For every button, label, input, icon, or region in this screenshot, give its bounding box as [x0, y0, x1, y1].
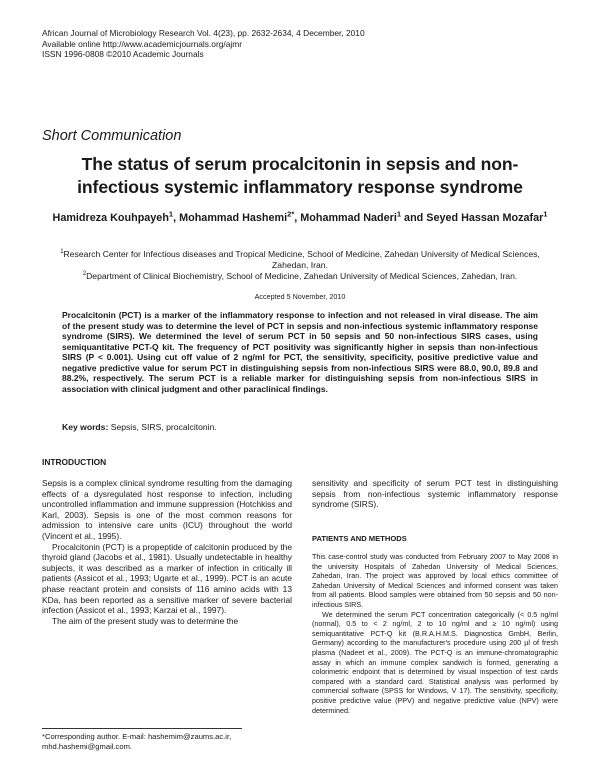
author-separator: ,	[294, 212, 301, 224]
author-name: Seyed Hassan Mozafar	[426, 212, 544, 224]
section-heading-introduction: INTRODUCTION	[42, 457, 107, 467]
section-heading-methods: PATIENTS AND METHODS	[312, 534, 407, 543]
author-affil-number: 2	[287, 209, 292, 219]
author-affil-sup: 1	[396, 209, 402, 219]
keywords-label: Key words:	[62, 422, 109, 432]
author-separator: and	[401, 212, 427, 224]
abstract: Procalcitonin (PCT) is a marker of the inflammatory response to infection and not released in viral disease. The aim of the present study was to determine the level of PCT in sepsis and non-infectious systemic inflammatory response syndrome (SIRS). We determined the level of serum PCT in 50 sepsis and 50 non-infectious SIRS cases, using semiquantitative PCT-Q kit. The frequency of PCT positivity was significantly higher in sepsis than non-infectious SIRS (P < 0.001). Using cut off value of 2 ng/ml for PCT, the sensitivity, specificity, positive predictive value and negative predictive value for serum PCT in distinguishing sepsis from non-infectious SIRS were 88.0, 90.0, 89.8 and 88.2%, respectively. The serum PCT is a reliable marker for distinguishing sepsis from non-infectious SIRS in association with clinical judgment and other paraclinical findings.	[62, 310, 538, 394]
author-list	[42, 211, 558, 226]
intro-continuation: sensitivity and specificity of serum PCT test in distinguishing sepsis from non-infectious systemic inflammatory response syndrome (SIRS).	[312, 478, 558, 510]
affiliation-text: Research Center for Infectious diseases and Tropical Medicine, School of Medicine, Zahedan University of Medical Sciences, Zahedan, Iran.	[63, 249, 540, 270]
affiliation-sup: 1	[60, 249, 64, 256]
intro-paragraph: Procalcitonin (PCT) is a propeptide of calcitonin produced by the thyroid gland (Jacobs et al., 1981). Usually undetectable in healthy subjects, it was described as a marker of infection in critically ill patients (Assicot et al., 1993; Ugarte et al., 1999). PCT is an acute phase reactant protein and consists of 116 amino acids with 13 KDa, has been reported as a sensitive marker of severe bacterial infection (Assicot et al., 1993; Karzai et al., 1997).	[42, 541, 292, 616]
author-affil-sup: 1	[168, 209, 174, 219]
journal-online-url: Available online http://www.academicjournals.org/ajmr	[42, 38, 243, 49]
keywords	[62, 422, 217, 432]
journal-header	[42, 28, 365, 60]
keywords-text: Sepsis, SIRS, procalcitonin.	[108, 422, 217, 432]
affiliations	[42, 249, 558, 281]
paper-title: The status of serum procalcitonin in sepsis and non-infectious systemic inflammatory response syndrome	[77, 154, 523, 197]
footnote-divider	[42, 728, 242, 729]
author-name: Mohammad Hashemi	[179, 212, 288, 224]
author-separator: ,	[173, 212, 180, 224]
article-type: Short Communication	[42, 128, 182, 144]
affiliation-sup: 2	[82, 270, 87, 277]
affiliation-2	[42, 271, 558, 282]
affiliation-1	[42, 249, 558, 271]
intro-paragraph: The aim of the present study was to determine the	[52, 615, 239, 626]
affiliation-text: Department of Clinical Biochemistry, School of Medicine, Zahedan University of Medical Sciences, Zahedan, Iran.	[86, 270, 518, 281]
journal-citation: African Journal of Microbiology Research Vol. 4(23), pp. 2632-2634, 4 December, 2010	[42, 28, 365, 38]
methods-paragraph: We determined the serum PCT concentration categorically (< 0.5 ng/ml (normal), 0.5 to < 2 ng/ml, 2 to 10 ng/ml and ≥ 10 ng/ml) using semiquantitative PCT-Q kit (B.R.A.H.M.S. Diagnostica GmbH, Berlin, Germany) according to the manufacturer's procedure using 200 µl of fresh plasma (Nadeet et al., 2009). The PCT-Q is an immune-chromatographic assay in which an immune complex sandwich is formed, generating a colorimetric endpoint that is determined by visual inspection of test cards compared with a standard card. Statistical analysis was performed by commercial software (SPSS for Windows, V 17). The sensitivity, specificity, positive predictive value (PPV) and negative predictive value (NPV) were determined.	[312, 609, 558, 715]
corresponding-mark: *	[291, 209, 295, 219]
corresponding-author-footnote: *Corresponding author. E-mail: hashemim@zaums.ac.ir, mhd.hashemi@gmail.com.	[42, 732, 232, 751]
author-affil-sup: 1	[543, 209, 548, 219]
intro-paragraph: Sepsis is a complex clinical syndrome resulting from the damaging effects of a dysregulated host response to infection, including uncontrolled inflammation and immune suppression (Hotchkiss and Karl, 2003). Sepsis is one of the most common reasons for admission to intensive care units (ICU) throughout the world (Vincent et al., 1995).	[42, 478, 292, 541]
accepted-date: Accepted 5 November, 2010	[254, 292, 346, 301]
left-column	[42, 478, 292, 626]
methods-paragraph: This case-control study was conducted from February 2007 to May 2008 in the university Hospitals of Zahedan University of Medical Sciences, Zahedan, Iran. The project was approved by local ethics committee of Zahedan University of Medical Sciences and informed consent was taken from all patients. Blood samples were obtained from 50 sepsis and 50 non-infectious SIRS.	[312, 552, 558, 609]
journal-issn: ISSN 1996-0808 ©2010 Academic Journals	[42, 49, 204, 60]
methods-text	[312, 552, 558, 715]
author-name: Mohammad Naderi	[300, 212, 397, 224]
author-name: Hamidreza Kouhpayeh	[52, 212, 169, 224]
